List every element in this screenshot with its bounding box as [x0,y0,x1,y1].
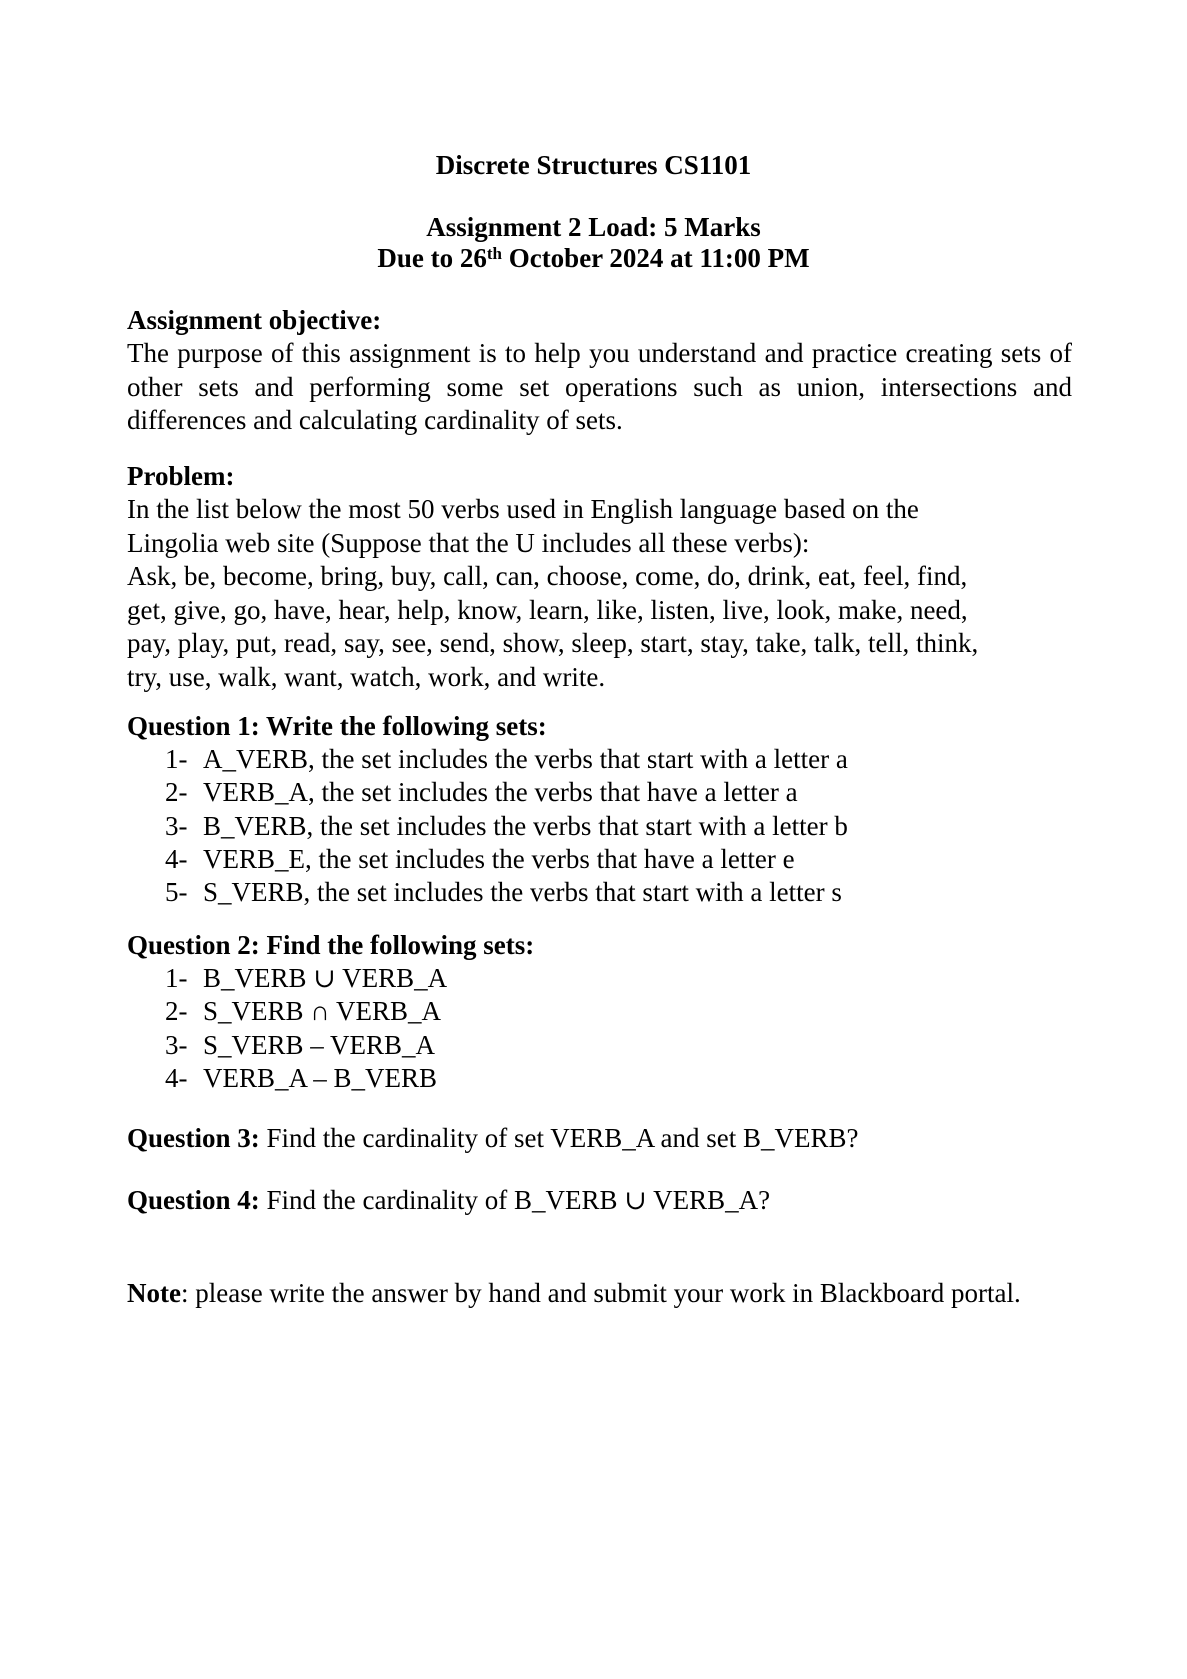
list-item [127,962,1072,995]
question2-heading: Question 2: Find the following sets: [127,930,535,960]
item-number: 2- [165,996,188,1027]
item-number: 5- [165,877,188,908]
item-text: S_VERB, the set includes the verbs that start with a letter s [203,877,842,908]
note-label: Note [127,1278,181,1308]
item-number: 2- [165,777,188,808]
problem-section [127,459,1072,694]
course-title: Discrete Structures CS1101 [435,150,752,180]
list-item [127,1029,1072,1062]
objective-heading: Assignment objective: [127,305,382,335]
item-number: 1- [165,744,188,774]
item-number: 3- [165,1029,188,1060]
question3-label: Question 3: [127,1123,260,1153]
list-item [127,876,1072,909]
list-item [127,810,1072,843]
item-text: VERB_A, the set includes the verbs that have a letter a [203,777,798,808]
item-number: 4- [165,843,188,874]
question1-section [127,709,1072,909]
question2-list [127,962,1072,1095]
list-item [127,995,1072,1028]
item-text: A_VERB, the set includes the verbs that start with a letter a [203,744,848,774]
item-text: B_VERB, the set includes the verbs that start with a letter b [203,810,848,841]
question2-section [127,928,1072,1095]
item-text: S_VERB ∩ VERB_A [203,996,442,1027]
due-prefix: Due to 26 [377,243,487,273]
problem-text [127,493,1072,694]
list-item [127,1062,1072,1095]
item-number: 4- [165,1062,188,1093]
verb-list-line: Ask, be, become, bring, buy, call, can, choose, come, do, drink, eat, feel, find, [127,561,968,591]
problem-line: In the list below the most 50 verbs used in English language based on the [127,494,919,524]
question4-label: Question 4: [127,1185,260,1215]
verb-list-line: try, use, walk, want, watch, work, and write. [127,661,606,692]
question1-heading: Question 1: Write the following sets: [127,711,547,741]
objective-section [127,303,1072,438]
question4 [127,1183,1072,1217]
item-text: VERB_E, the set includes the verbs that have a letter e [203,843,795,874]
note [127,1277,1027,1311]
item-number: 3- [165,810,188,841]
item-number: 1- [165,963,188,993]
objective-text: The purpose of this assignment is to help you understand and practice creating sets of other sets and performing some set operations such as union, intersections and differences and calculating cardinality of sets. [127,338,1072,435]
verb-list-line: pay, play, put, read, say, see, send, show, sleep, start, stay, take, talk, tell, think, [127,628,979,658]
due-suffix: October 2024 at 11:00 PM [501,243,810,273]
list-item [127,776,1072,809]
item-text: VERB_A – B_VERB [203,1062,438,1093]
note-text: : please write the answer by hand and submit your work in Blackboard portal. [180,1278,1021,1308]
question3 [127,1121,1072,1155]
problem-heading: Problem: [127,461,235,491]
question3-text: Find the cardinality of set VERB_A and set B_VERB? [259,1123,859,1153]
item-text: S_VERB – VERB_A [203,1029,436,1060]
problem-line: Lingolia web site (Suppose that the U includes all these verbs): [127,527,810,558]
question4-text: Find the cardinality of B_VERB ∪ VERB_A? [259,1185,771,1215]
list-item [127,843,1072,876]
due-superscript: th [486,244,502,263]
verb-list-line: get, give, go, have, hear, help, know, learn, like, listen, live, look, make, need, [127,594,968,625]
due-date [0,241,1187,275]
item-text: B_VERB ∪ VERB_A [203,963,448,993]
list-item [127,743,1072,776]
question1-list [127,743,1072,909]
assignment-load: Assignment 2 Load: 5 Marks [426,212,761,242]
